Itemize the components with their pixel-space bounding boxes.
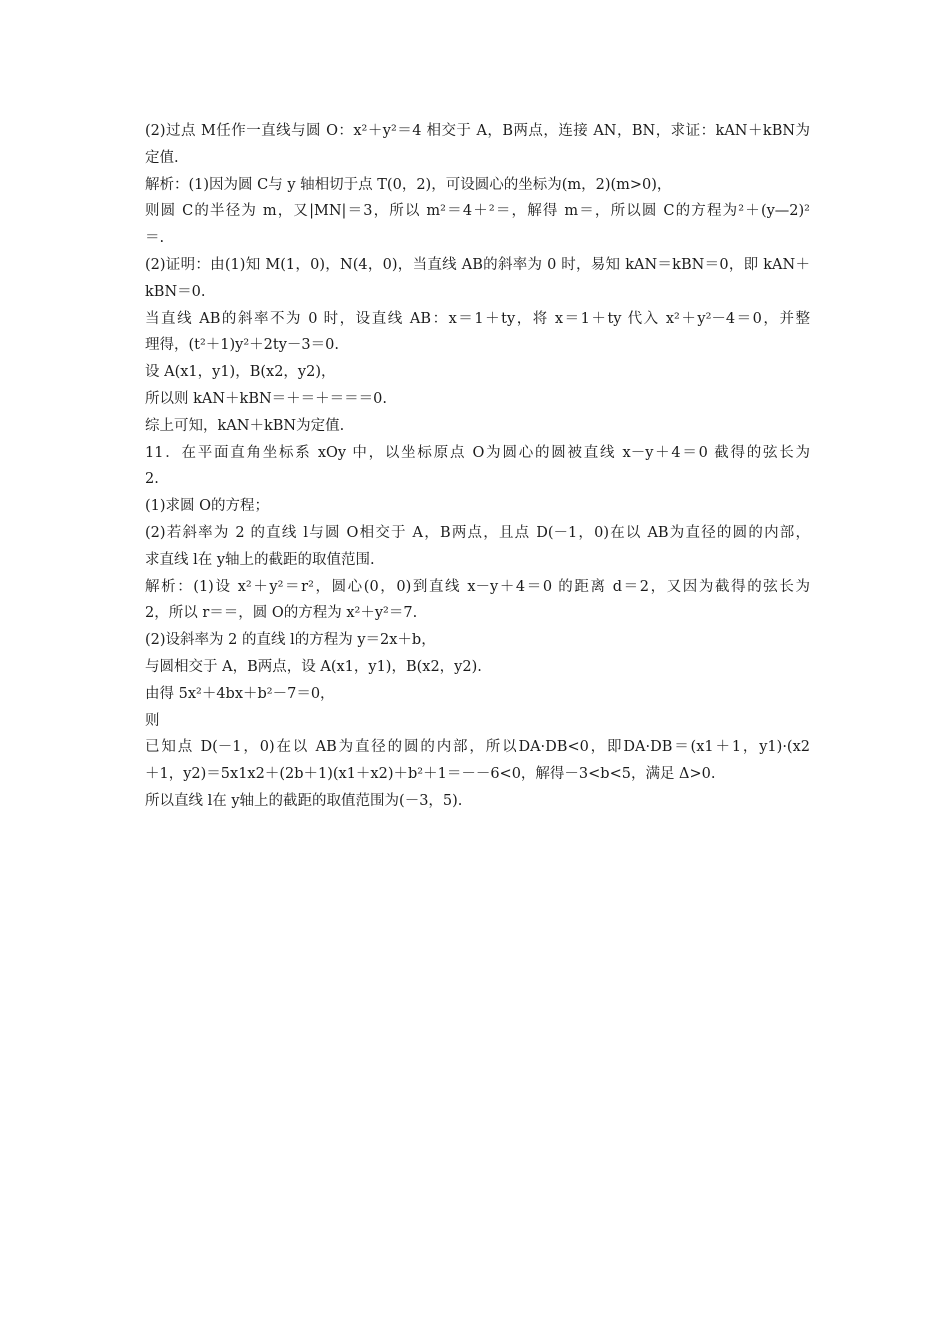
text-line: 与圆相交于 A，B两点，设 A(x1，y1)，B(x2，y2). <box>145 658 482 675</box>
text-line: (2)证明：由(1)知 M(1，0)，N(4，0)，当直线 AB的斜率为 0 时，易知 kAN＝kBN＝0，即 kAN＋ <box>145 256 810 273</box>
text-line: 当直线 AB的斜率不为 0 时，设直线 AB：x＝1＋ty，将 x＝1＋ty 代入 x²＋y²－4＝0，并整 <box>145 310 810 327</box>
text-line: 定值. <box>145 149 179 166</box>
text-line: kBN＝0. <box>145 283 206 300</box>
text-line: ＋1，y2)＝5x1x2＋(2b＋1)(x1＋x2)＋b²＋1＝－－6<0，解得－3<b<5，满足 Δ>0. <box>145 766 716 783</box>
text-line: 求直线 l在 y轴上的截距的取值范围. <box>145 551 375 568</box>
text-line: 解析：(1)设 x²＋y²＝r²，圆心(0，0)到直线 x－y＋4＝0 的距离 d＝2，又因为截得的弦长为 <box>145 578 810 595</box>
text-line: (2)若斜率为 2 的直线 l与圆 O相交于 A，B两点，且点 D(－1，0)在以 AB为直径的圆的内部， <box>145 524 810 541</box>
text-line: (2)设斜率为 2 的直线 l的方程为 y＝2x＋b， <box>145 632 436 649</box>
text-line: ＝. <box>145 230 165 247</box>
text-line: 解析：(1)因为圆 C与 y 轴相切于点 T(0，2)，可设圆心的坐标为(m，2)(m>0)， <box>145 176 672 193</box>
text-line: 2. <box>145 471 159 488</box>
text-line: 2，所以 r＝＝，圆 O的方程为 x²＋y²＝7. <box>145 605 418 622</box>
text-line: 设 A(x1，y1)，B(x2，y2)， <box>145 364 336 381</box>
text-line: 理得，(t²＋1)y²＋2ty－3＝0. <box>145 337 339 354</box>
text-line: 所以直线 l在 y轴上的截距的取值范围为(－3，5). <box>145 792 463 809</box>
text-line: 所以则 kAN＋kBN＝＋＝＋＝＝＝0. <box>145 390 388 407</box>
text-line: 综上可知，kAN＋kBN为定值. <box>145 417 345 434</box>
text-line: (1)求圆 O的方程； <box>145 498 270 515</box>
document-body <box>145 118 810 815</box>
text-line: 11．在平面直角坐标系 xOy 中，以坐标原点 O为圆心的圆被直线 x－y＋4＝0 截得的弦长为 <box>145 444 810 461</box>
text-line: 则 <box>145 712 160 729</box>
text-line: 已知点 D(－1，0)在以 AB为直径的圆的内部，所以DA·DB<0，即DA·DB＝(x1＋1，y1)·(x2 <box>145 739 810 756</box>
text-line: (2)过点 M任作一直线与圆 O：x²＋y²＝4 相交于 A，B两点，连接 AN，BN，求证：kAN＋kBN为 <box>145 123 810 139</box>
text-line: 则圆 C的半径为 m，又|MN|＝3，所以 m²＝4＋²＝，解得 m＝，所以圆 C的方程为²＋(y—2)² <box>145 203 810 220</box>
text-line: 由得 5x²＋4bx＋b²－7＝0， <box>145 685 335 702</box>
